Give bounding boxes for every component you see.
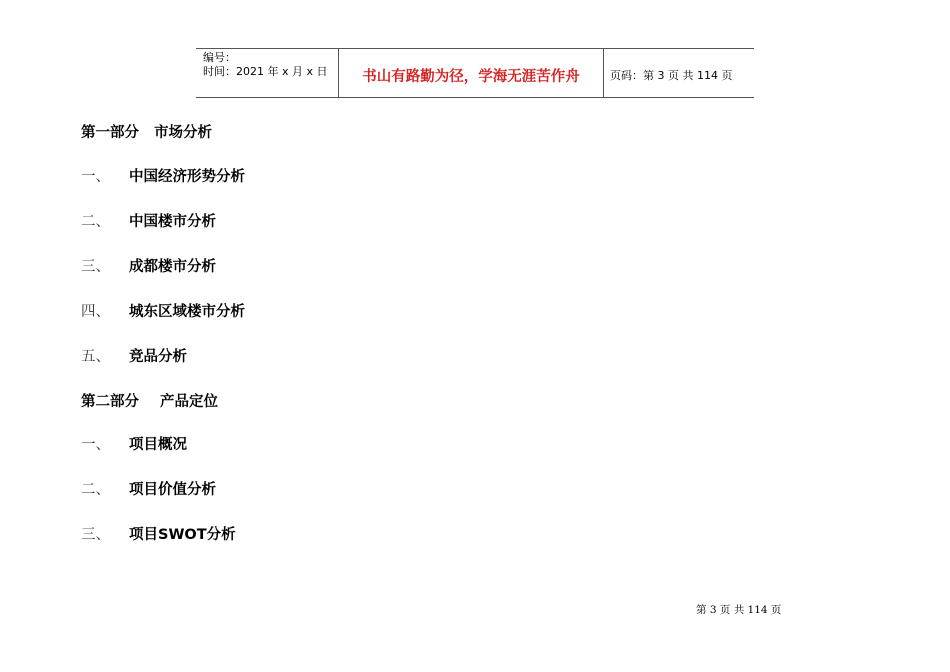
item-marker: 二、	[81, 214, 110, 230]
section-title: 产品定位	[160, 394, 218, 410]
item-text: 成都楼市分析	[129, 259, 216, 275]
footer-page-number: 第 3 页 共 114 页	[696, 604, 782, 616]
header-meta-cell	[196, 49, 338, 97]
item-text: 城东区域楼市分析	[129, 304, 245, 320]
item-text: 中国楼市分析	[129, 214, 216, 230]
document-date-label: 时间：2021 年 x 月 x 日	[203, 65, 328, 78]
document-number-label: 编号：	[203, 51, 236, 64]
header-page-cell	[603, 49, 754, 97]
header-page-number: 页码：第 3 页 共 114 页	[610, 69, 733, 82]
page-header-table	[196, 48, 754, 98]
item-text: 中国经济形势分析	[129, 169, 245, 185]
section-title: 市场分析	[154, 125, 212, 141]
item-marker: 一、	[81, 169, 110, 185]
item-marker: 二、	[81, 482, 110, 498]
item-text: 竞品分析	[129, 349, 187, 365]
item-marker: 三、	[81, 527, 110, 543]
header-motto-cell	[338, 49, 604, 97]
item-marker: 四、	[81, 304, 110, 320]
item-text: 项目概况	[129, 437, 187, 453]
item-text: 项目价值分析	[129, 482, 216, 498]
item-marker: 一、	[81, 437, 110, 453]
section-marker: 第二部分	[81, 394, 139, 410]
motto-text: 书山有路勤为径，学海无涯苦作舟	[362, 69, 580, 85]
item-marker: 三、	[81, 259, 110, 275]
section-marker: 第一部分	[81, 125, 139, 141]
item-text: 项目SWOT分析	[129, 527, 236, 543]
item-marker: 五、	[81, 349, 110, 365]
